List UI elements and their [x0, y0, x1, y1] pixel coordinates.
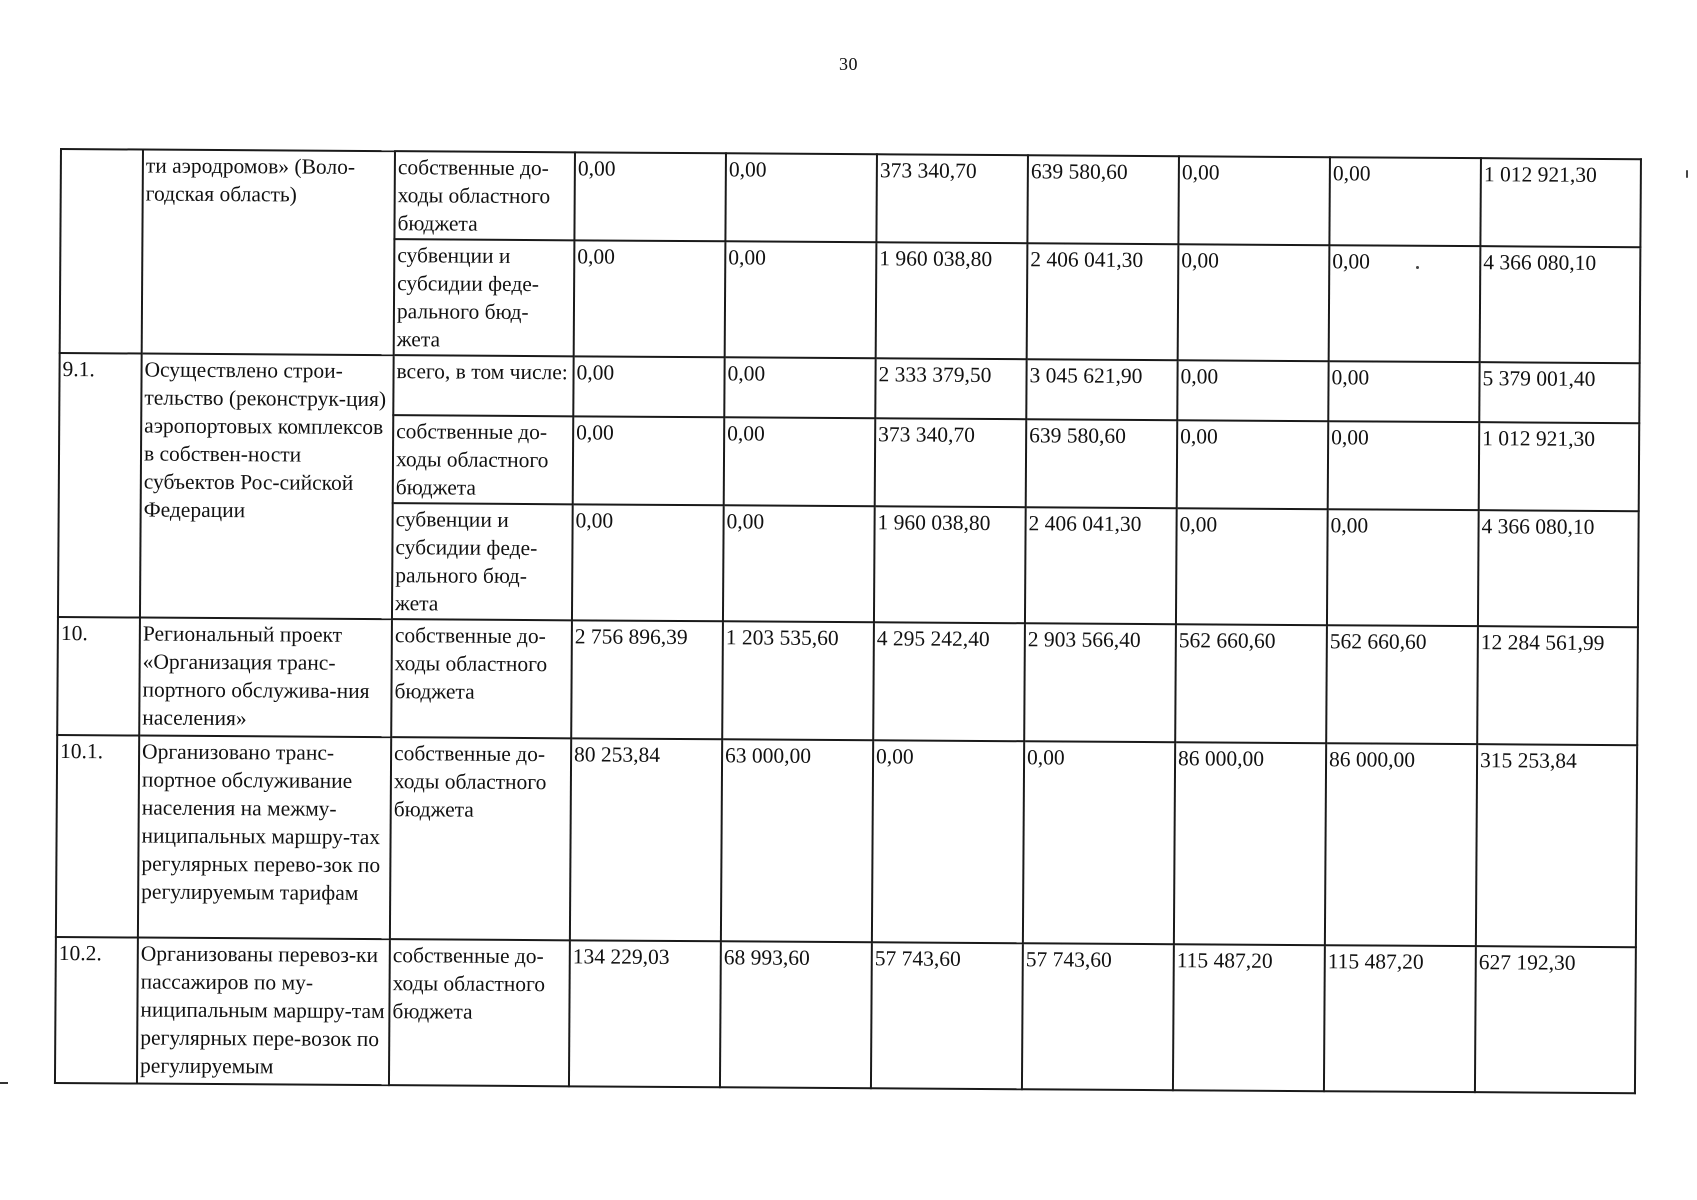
row-name-cell: ти аэродромов» (Воло-годская область) [142, 150, 395, 356]
value-cell: 0,00 [1023, 741, 1175, 944]
value-cell: 562 660,60 [1175, 624, 1327, 743]
total-cell: 1 012 921,30 [1480, 158, 1641, 247]
value-cell: 0,00 [1329, 245, 1481, 362]
value-cell: 1 960 038,80 [876, 242, 1028, 359]
scan-speck [1686, 170, 1688, 178]
value-cell: 0,00 [1327, 509, 1479, 626]
table-row [59, 353, 1639, 423]
value-cell: 57 743,60 [871, 942, 1023, 1089]
funding-source-cell: субвенции и субсидии феде-рального бюд-жета [392, 503, 573, 620]
value-cell: 80 253,84 [570, 738, 722, 941]
value-cell: 562 660,60 [1326, 625, 1478, 744]
funding-source-cell: субвенции и субсидии феде-рального бюд-жета [394, 239, 575, 356]
value-cell: 2 406 041,30 [1027, 243, 1179, 360]
table-row [60, 149, 1641, 247]
scan-speck [1416, 266, 1419, 269]
value-cell: 115 487,20 [1173, 944, 1325, 1091]
row-name-cell: Организованы перевоз-ки пассажиров по му-ниципальным маршру-там регулярных пере-возок по регулируемым [137, 938, 390, 1086]
value-cell: 373 340,70 [876, 154, 1028, 243]
funding-source-cell: собственные до-ходы областного бюджета [393, 415, 574, 504]
value-cell: 373 340,70 [875, 418, 1027, 507]
value-cell: 3 045 621,90 [1026, 359, 1177, 420]
value-cell: 86 000,00 [1325, 743, 1477, 946]
value-cell: 1 960 038,80 [874, 506, 1026, 623]
value-cell: 86 000,00 [1174, 742, 1326, 945]
funding-source-cell: собственные до-ходы областного бюджета [390, 737, 571, 940]
value-cell: 63 000,00 [721, 739, 873, 942]
scan-edge-mark [0, 1082, 8, 1084]
value-cell: 639 580,60 [1027, 155, 1179, 244]
row-number-cell: 10.1. [56, 735, 139, 938]
page-number: 30 [839, 54, 858, 74]
value-cell: 0,00 [573, 416, 725, 505]
value-cell: 57 743,60 [1022, 943, 1174, 1090]
value-cell: 4 295 242,40 [873, 622, 1025, 741]
value-cell: 68 993,60 [720, 941, 872, 1088]
table-row [55, 937, 1636, 1093]
funding-source-cell: собственные до-ходы областного бюджета [394, 151, 575, 240]
total-cell: 315 253,84 [1476, 744, 1637, 947]
row-number-cell: 10. [57, 617, 140, 736]
total-cell: 1 012 921,30 [1479, 422, 1640, 511]
value-cell: 0,00 [574, 240, 726, 357]
value-cell: 0,00 [1329, 157, 1481, 246]
value-cell: 639 580,60 [1026, 419, 1178, 508]
table-row [57, 617, 1638, 745]
row-number-cell: 9.1. [58, 353, 142, 618]
total-cell: 4 366 080,10 [1478, 510, 1639, 627]
value-cell: 0,00 [573, 356, 724, 417]
total-cell: 4 366 080,10 [1480, 246, 1641, 363]
value-cell: 0,00 [725, 241, 877, 358]
value-cell: 1 203 535,60 [722, 621, 874, 740]
funding-source-cell: собственные до-ходы областного бюджета [389, 939, 570, 1086]
total-cell: 627 192,30 [1475, 946, 1636, 1093]
row-number-cell: 10.2. [55, 937, 138, 1084]
funding-source-cell: собственные до-ходы областного бюджета [391, 619, 572, 738]
value-cell: 0,00 [1328, 361, 1479, 422]
value-cell: 0,00 [1178, 156, 1330, 245]
value-cell: 2 903 566,40 [1024, 623, 1176, 742]
value-cell: 0,00 [1177, 420, 1329, 509]
row-name-cell: Региональный проект «Организация транс-портного обслужива-ния населения» [139, 618, 392, 738]
value-cell: 0,00 [724, 357, 875, 418]
value-cell: 0,00 [1328, 421, 1480, 510]
value-cell: 2 756 896,39 [571, 620, 723, 739]
budget-table [54, 148, 1642, 1094]
value-cell: 134 229,03 [569, 940, 721, 1087]
value-cell: 0,00 [574, 152, 726, 241]
table-row [56, 735, 1637, 947]
value-cell: 2 333 379,50 [875, 358, 1026, 419]
value-cell: 2 406 041,30 [1025, 507, 1177, 624]
value-cell: 0,00 [725, 153, 877, 242]
funding-source-cell: всего, в том числе: [393, 355, 573, 416]
value-cell: 0,00 [724, 417, 876, 506]
value-cell: 0,00 [1176, 508, 1328, 625]
row-number-cell [60, 149, 143, 354]
value-cell: 0,00 [872, 740, 1024, 943]
row-name-cell: Осуществлено строи-тельство (реконструк-ция) аэропортовых комплексов в собствен-ности субъектов Рос-сийской Федерации [140, 354, 394, 620]
value-cell: 0,00 [1178, 244, 1330, 361]
total-cell: 5 379 001,40 [1479, 362, 1639, 423]
value-cell: 0,00 [572, 504, 724, 621]
value-cell: 0,00 [723, 505, 875, 622]
total-cell: 12 284 561,99 [1477, 626, 1638, 745]
value-cell: 115 487,20 [1324, 945, 1476, 1092]
value-cell: 0,00 [1177, 360, 1328, 421]
row-name-cell: Организовано транс-портное обслуживание населения на межму-ниципальных маршру-тах регулярных перево-зок по регулируемым тарифам [138, 736, 391, 940]
